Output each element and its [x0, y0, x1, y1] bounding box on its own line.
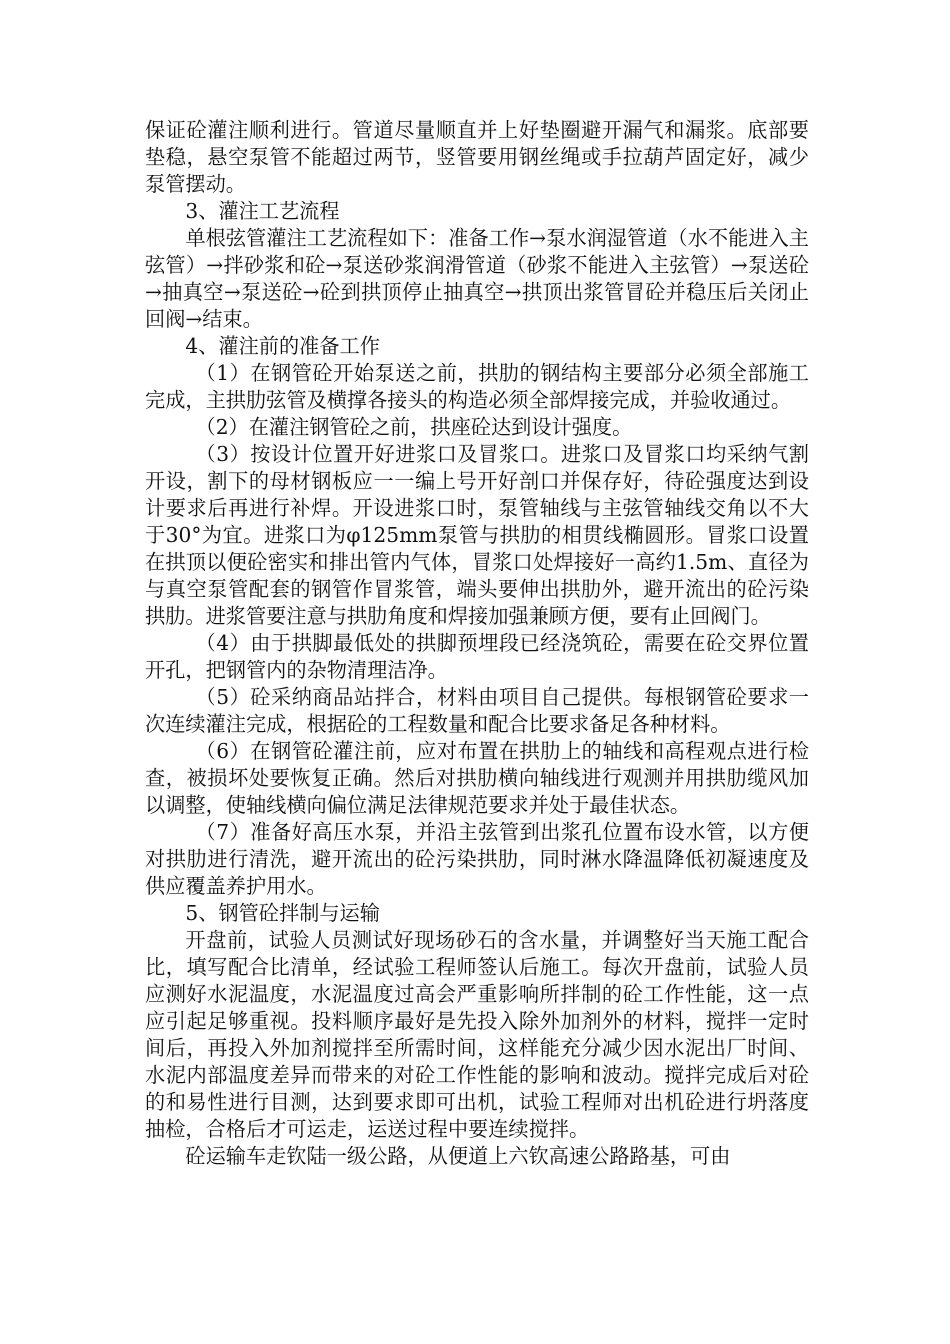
section-heading-preparation: 4、灌注前的准备工作	[185, 334, 380, 358]
paragraph-prep-item-1: （1）在钢管砼开始泵送之前，拱肋的钢结构主要部分必须全部施工完成，主拱肋弦管及横撑各接头的构造必须全部焊接完成，并验收通过。	[145, 361, 809, 412]
paragraph-prep-item-5: （5）砼采纳商品站拌合，材料由项目自己提供。每根钢管砼要求一次连续灌注完成，根据砼的工程数量和配合比要求备足各种材料。	[145, 685, 809, 736]
paragraph-pump-pipe-setup: 保证砼灌注顺利进行。管道尽量顺直并上好垫圈避开漏气和漏浆。底部要垫稳，悬空泵管不能超过两节，竖管要用钢丝绳或手拉葫芦固定好，减少泵管摆动。	[145, 118, 809, 196]
paragraph-prep-item-3: （3）按设计位置开好进浆口及冒浆口。进浆口及冒浆口均采纳气割开设，割下的母材钢板应一一编上号开好剖口并保存好，待砼强度达到设计要求后再进行补焊。开设进浆口时，泵管轴线与主弦管轴线交角以不大于30°为宜。进浆口为φ125mm泵管与拱肋的相贯线椭圆形。冒浆口设置在拱顶以便砼密实和排出管内气体，冒浆口处焊接好一高约1.5m、直径为与真空泵管配套的钢管作冒浆管，端头要伸出拱肋外，避开流出的砼污染拱肋。进浆管要注意与拱肋角度和焊接加强兼顾方便，要有止回阀门。	[145, 442, 809, 628]
paragraph-mixing: 开盘前，试验人员测试好现场砂石的含水量，并调整好当天施工配合比，填写配合比清单，经试验工程师签认后施工。每次开盘前，试验人员应测好水泥温度，水泥温度过高会严重影响所拌制的砼工作性能，这一点应引起足够重视。投料顺序最好是先投入除外加剂外的材料，搅拌一定时间后，再投入外加剂搅拌至所需时间，这样能充分减少因水泥出厂时间、水泥内部温度差异而带来的对砼工作性能的影响和波动。搅拌完成后对砼的和易性进行目测，达到要求即可出机，试验工程师对出机砼进行坍落度抽检，合格后才可运走，运送过程中要连续搅拌。	[145, 928, 809, 1141]
paragraph-pouring-process: 单根弦管灌注工艺流程如下：准备工作→泵水润湿管道（水不能进入主弦管）→拌砂浆和砼→泵送砂浆润滑管道（砂浆不能进入主弦管）→泵送砼→抽真空→泵送砼→砼到拱顶停止抽真空→拱顶出浆管冒砼并稳压后关闭止回阀→结束。	[145, 226, 809, 331]
paragraph-prep-item-4: （4）由于拱脚最低处的拱脚预埋段已经浇筑砼，需要在砼交界位置开孔，把钢管内的杂物清理洁净。	[145, 631, 809, 682]
section-heading-mixing-transport: 5、钢管砼拌制与运输	[185, 901, 380, 925]
paragraph-prep-item-6: （6）在钢管砼灌注前，应对布置在拱肋上的轴线和高程观点进行检查，被损坏处要恢复正确。然后对拱肋横向轴线进行观测并用拱肋缆风加以调整，使轴线横向偏位满足法律规范要求并处于最佳状态。	[145, 739, 809, 817]
document-body	[145, 117, 809, 1170]
paragraph-transport: 砼运输车走钦陆一级公路，从便道上六钦高速公路路基，可由	[185, 1144, 731, 1168]
paragraph-prep-item-2: （2）在灌注钢管砼之前，拱座砼达到设计强度。	[195, 415, 633, 439]
paragraph-prep-item-7: （7）准备好高压水泵，并沿主弦管到出浆孔位置布设水管，以方便对拱肋进行清洗，避开流出的砼污染拱肋，同时淋水降温降低初凝速度及供应覆盖养护用水。	[145, 820, 809, 898]
section-heading-pouring-process: 3、灌注工艺流程	[185, 199, 340, 223]
